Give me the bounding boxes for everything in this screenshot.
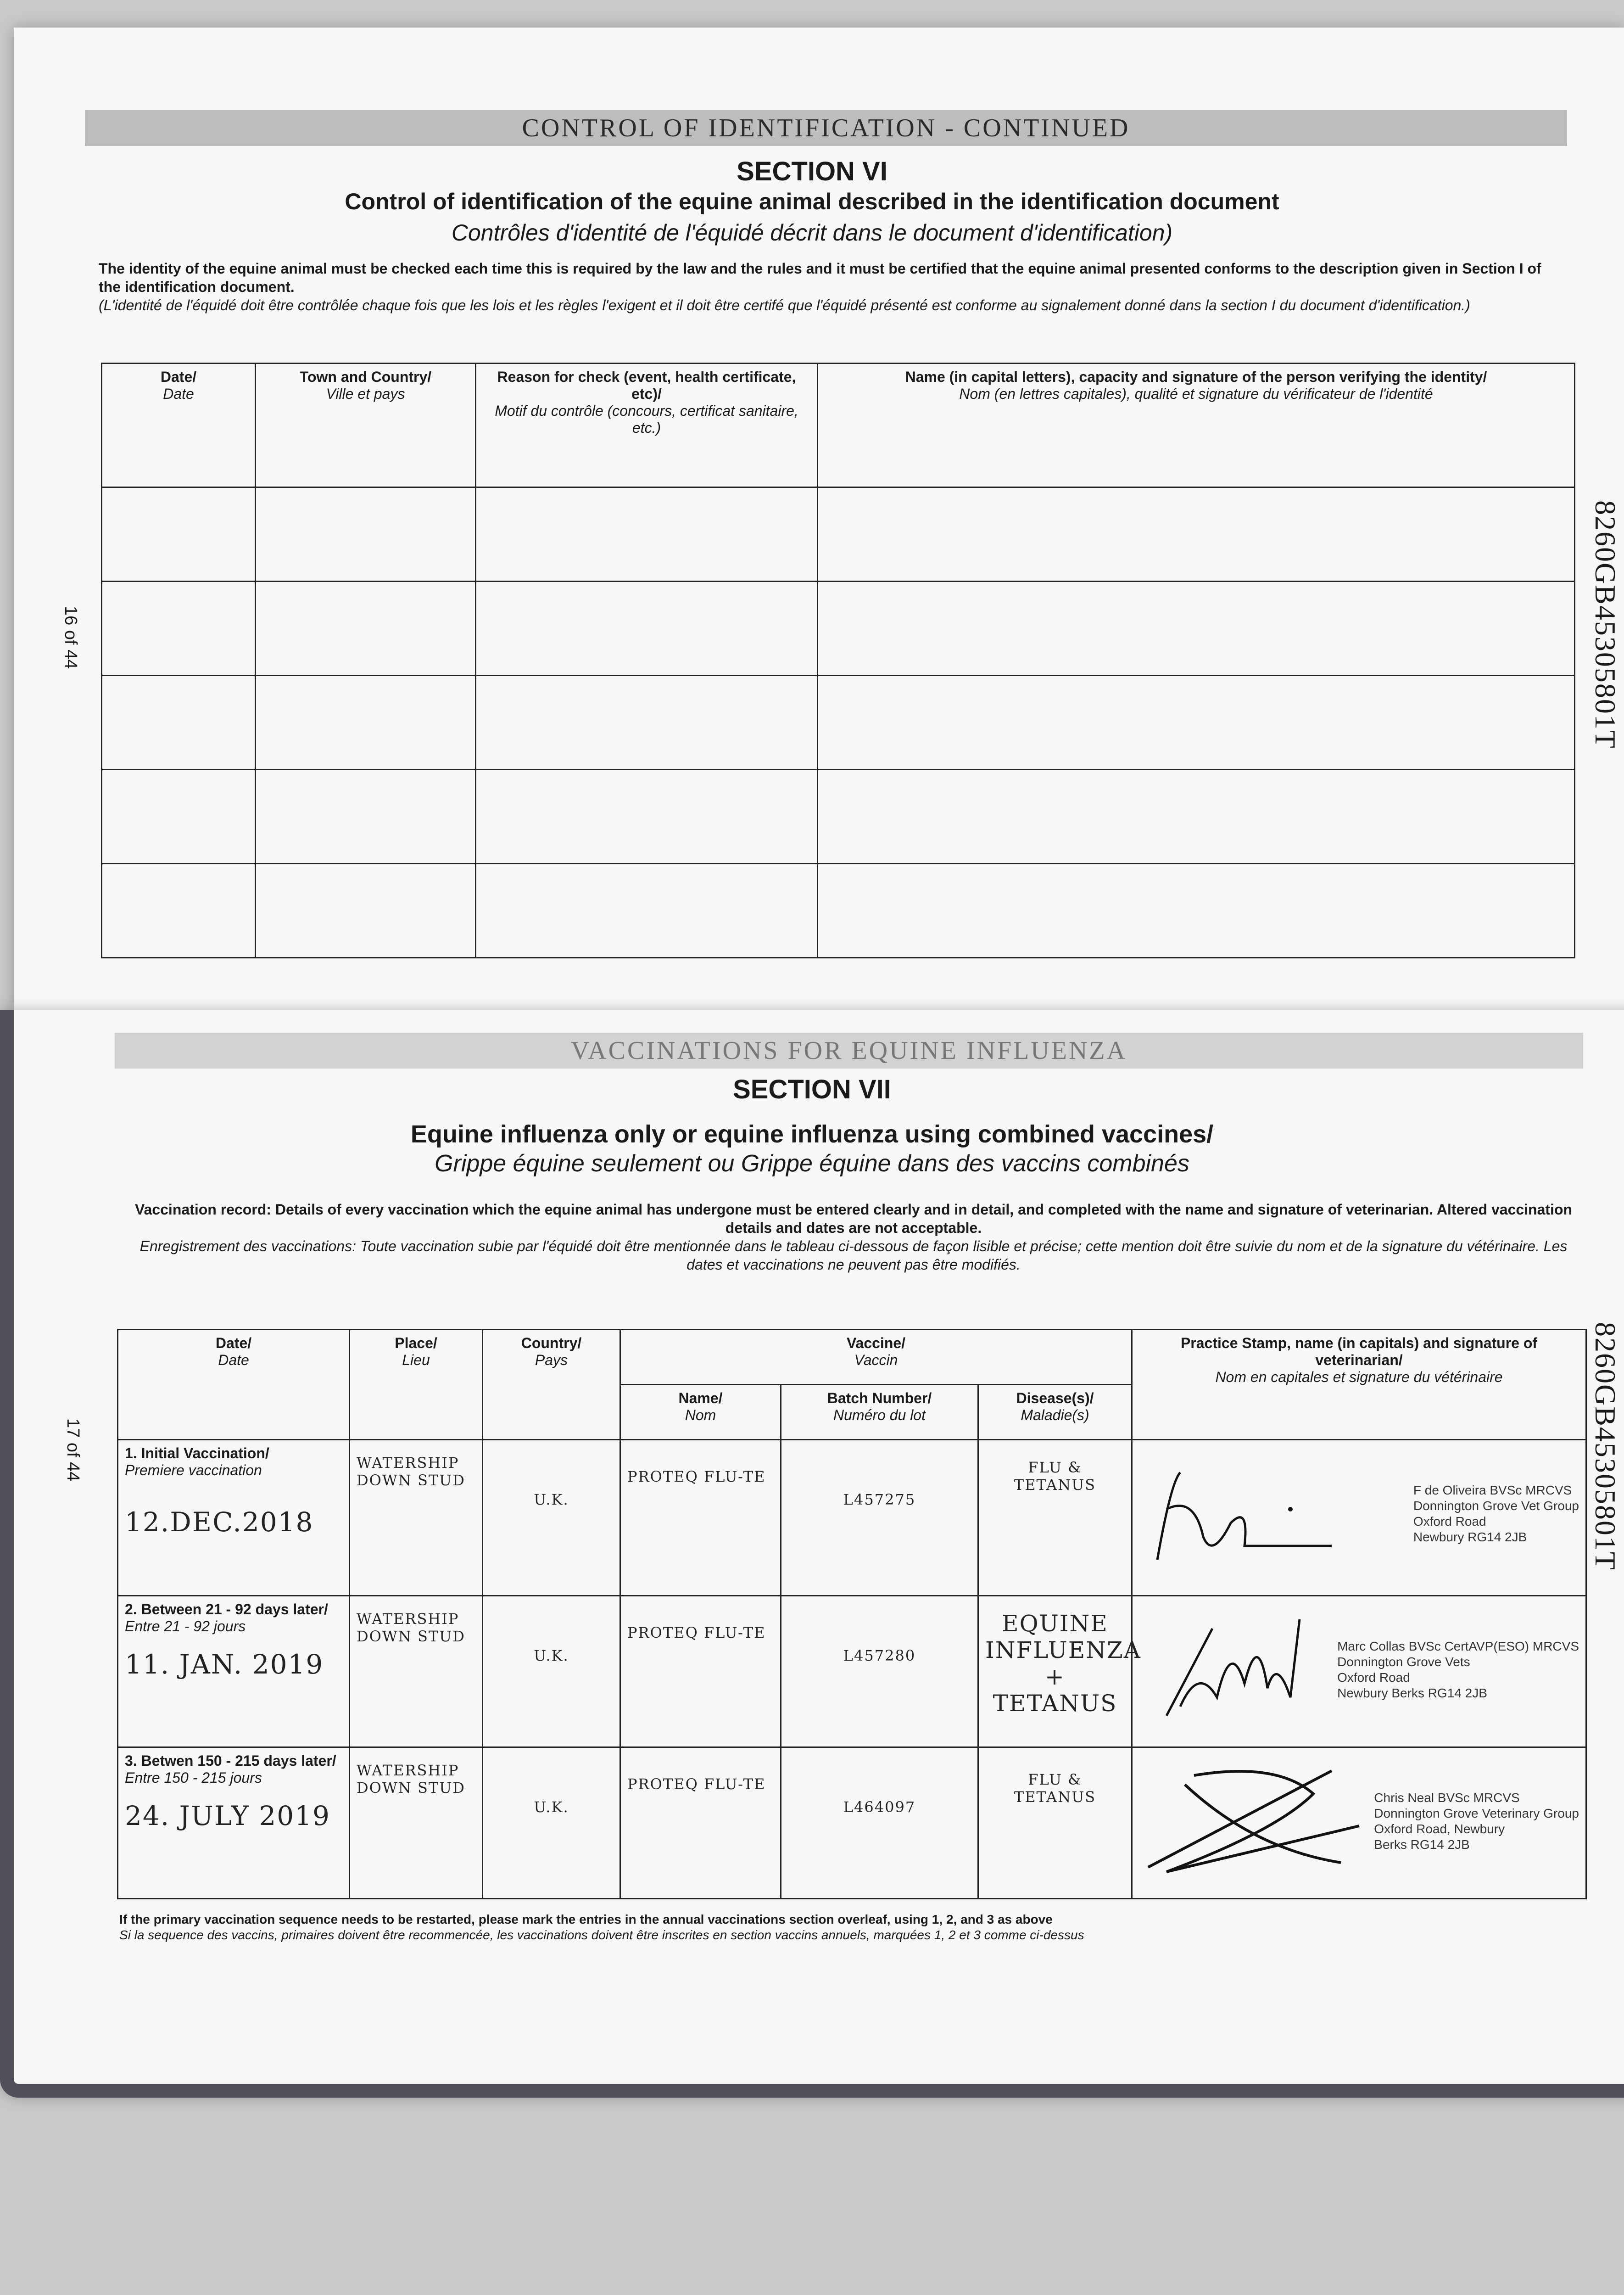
col-date: Date/ Date	[118, 1330, 350, 1440]
col-reason: Reason for check (event, health certificate, etc)/ Motif du contrôle (concours, certificat sanitaire, etc.)	[476, 364, 818, 487]
vaccination-row-3	[118, 1747, 1586, 1899]
table-row	[102, 582, 1575, 676]
entry-cell[interactable]	[818, 864, 1575, 958]
table-row	[102, 864, 1575, 958]
signature-2-icon	[1139, 1610, 1336, 1730]
restart-footnote	[119, 1912, 1588, 1943]
entry-cell[interactable]	[818, 582, 1575, 676]
row-3-label: 3. Betwen 150 - 215 days later/ Entre 150 - 215 jours 24. JULY 2019	[118, 1747, 350, 1899]
entry-cell[interactable]	[476, 582, 818, 676]
row-2-date: 11. JAN. 2019	[125, 1649, 324, 1680]
section-7-title: SECTION VII	[733, 1075, 891, 1104]
col-country: Country/ Pays	[483, 1330, 620, 1440]
vaccination-table	[117, 1329, 1587, 1899]
signature-1-icon	[1139, 1454, 1336, 1573]
row-3-practice-stamp	[1132, 1747, 1586, 1899]
page-number-16: 16 of 44	[61, 606, 80, 669]
entry-cell[interactable]	[476, 676, 818, 770]
section-6-banner: CONTROL OF IDENTIFICATION - CONTINUED	[85, 110, 1567, 146]
side-code-top: 8260GB45305801T	[1589, 500, 1622, 749]
restart-footnote-en: If the primary vaccination sequence needs to be restarted, please mark the entries in the annual vaccinations section overleaf, using 1, 2, and 3 as above	[119, 1912, 1053, 1926]
entry-cell[interactable]	[818, 487, 1575, 582]
row-3-batch: L464097	[781, 1747, 978, 1899]
section-6-title: SECTION VI	[737, 157, 887, 186]
entry-cell[interactable]	[102, 487, 256, 582]
col-vaccine: Vaccine/ Vaccin	[620, 1330, 1132, 1385]
row-1-date: 12.DEC.2018	[125, 1506, 314, 1538]
vaccination-record-label: Vaccination record:	[134, 1201, 271, 1218]
vaccination-record-en: Details of every vaccination which the equine animal has undergone must be entered clearly and in detail, and completed with the name and signature of veterinarian. Altered vaccination details and dates are not acceptable.	[275, 1201, 1573, 1236]
stamp-2: Marc Collas BVSc CertAVP(ESO) MRCVS Donnington Grove Vets Oxford Road Newbury Berks RG14 2JB	[1337, 1639, 1579, 1700]
entry-cell[interactable]	[476, 770, 818, 864]
col-practice-stamp: Practice Stamp, name (in capitals) and signature of veterinarian/ Nom en capitales et signature du vétérinaire	[1132, 1330, 1586, 1440]
section-7-heading-en: Equine influenza only or equine influenza using combined vaccines/	[410, 1120, 1214, 1148]
page-number-17: 17 of 44	[63, 1418, 83, 1482]
stamp-1: F de Oliveira BVSc MRCVS Donnington Grove Vet Group Oxford Road Newbury RG14 2JB	[1413, 1483, 1579, 1544]
col-batch-number: Batch Number/ Numéro du lot	[781, 1385, 978, 1440]
section-7-banner: VACCINATIONS FOR EQUINE INFLUENZA	[115, 1033, 1583, 1069]
col-vaccine-name: Name/ Nom	[620, 1385, 781, 1440]
vaccination-row-1	[118, 1440, 1586, 1596]
entry-cell[interactable]	[476, 487, 818, 582]
signature-3-icon	[1139, 1757, 1368, 1886]
entry-cell[interactable]	[102, 770, 256, 864]
entry-cell[interactable]	[818, 676, 1575, 770]
vaccination-record-text	[124, 1200, 1583, 1274]
entry-cell[interactable]	[102, 864, 256, 958]
entry-cell[interactable]	[102, 676, 256, 770]
vaccination-record-fr: Enregistrement des vaccinations: Toute vaccination subie par l'équidé doit être mentionnée dans le tableau ci-dessous de façon lisible et précise; cette mention doit être suivie du nom et de la signature du vétérinaire. Les dates et vaccinations ne peuvent pas être modifiés.	[140, 1238, 1568, 1273]
entry-cell[interactable]	[476, 864, 818, 958]
row-1-country: U.K.	[483, 1440, 620, 1596]
entry-cell[interactable]	[256, 864, 476, 958]
row-3-date: 24. JULY 2019	[125, 1800, 330, 1831]
entry-cell[interactable]	[102, 582, 256, 676]
row-2-country: U.K.	[483, 1596, 620, 1747]
entry-cell[interactable]	[256, 676, 476, 770]
row-1-vaccine-name: PROTEQ FLU-TE	[620, 1440, 781, 1596]
row-3-place: WATERSHIP DOWN STUD	[350, 1747, 483, 1899]
table-row	[102, 676, 1575, 770]
table-row	[102, 770, 1575, 864]
col-verifier: Name (in capital letters), capacity and signature of the person verifying the identity/ Nom (en lettres capitales), qualité et signature du vérificateur de l'identité	[818, 364, 1575, 487]
row-3-vaccine-name: PROTEQ FLU-TE	[620, 1747, 781, 1899]
row-2-practice-stamp	[1132, 1596, 1586, 1747]
row-1-label: 1. Initial Vaccination/ Premiere vaccination 12.DEC.2018	[118, 1440, 350, 1596]
section-6-heading-fr: Contrôles d'identité de l'équidé décrit dans le document d'identification)	[451, 220, 1173, 246]
row-1-place: WATERSHIP DOWN STUD	[350, 1440, 483, 1596]
entry-cell[interactable]	[818, 770, 1575, 864]
row-3-disease: FLU & TETANUS	[978, 1747, 1132, 1899]
row-2-place: WATERSHIP DOWN STUD	[350, 1596, 483, 1747]
entry-cell[interactable]	[256, 582, 476, 676]
entry-cell[interactable]	[256, 770, 476, 864]
side-code-bottom: 8260GB45305801T	[1589, 1322, 1622, 1571]
col-town-country: Town and Country/ Ville et pays	[256, 364, 476, 487]
row-2-disease: EQUINE INFLUENZA + TETANUS	[978, 1596, 1132, 1747]
restart-footnote-fr: Si la sequence des vaccins, primaires doivent être recommencée, les vaccinations doivent être inscrites en section vaccins annuels, marquées 1, 2 et 3 comme ci-dessus	[119, 1928, 1084, 1942]
row-3-country: U.K.	[483, 1747, 620, 1899]
entry-cell[interactable]	[256, 487, 476, 582]
vaccination-row-2	[118, 1596, 1586, 1747]
section-6-intro-en: The identity of the equine animal must be checked each time this is required by the law and the rules and it must be certified that the equine animal presented conforms to the description given in Section I of the identification document.	[99, 260, 1541, 295]
section-6-heading-en: Control of identification of the equine animal described in the identification document	[345, 189, 1279, 214]
row-1-practice-stamp	[1132, 1440, 1586, 1596]
row-2-vaccine-name: PROTEQ FLU-TE	[620, 1596, 781, 1747]
row-2-label: 2. Between 21 - 92 days later/ Entre 21 - 92 jours 11. JAN. 2019	[118, 1596, 350, 1747]
stamp-3: Chris Neal BVSc MRCVS Donnington Grove Veterinary Group Oxford Road, Newbury Berks RG14 2JB	[1374, 1791, 1579, 1852]
vaccination-header-row	[118, 1330, 1586, 1385]
identity-check-table	[101, 363, 1575, 958]
identity-check-header-row	[102, 364, 1575, 487]
col-place: Place/ Lieu	[350, 1330, 483, 1440]
section-6-intro-fr: (L'identité de l'équidé doit être contrôlée chaque fois que les lois et les règles l'exigent et il doit être certifé que l'équidé présenté est conforme au signalement donné dans la section I du document d'identification.)	[99, 297, 1470, 313]
section-6-intro	[99, 259, 1549, 314]
row-1-batch: L457275	[781, 1440, 978, 1596]
col-date: Date/ Date	[102, 364, 256, 487]
col-disease: Disease(s)/ Maladie(s)	[978, 1385, 1132, 1440]
row-1-disease: FLU & TETANUS	[978, 1440, 1132, 1596]
table-row	[102, 487, 1575, 582]
section-7-heading-fr: Grippe équine seulement ou Grippe équine dans des vaccins combinés	[435, 1150, 1189, 1177]
row-2-batch: L457280	[781, 1596, 978, 1747]
